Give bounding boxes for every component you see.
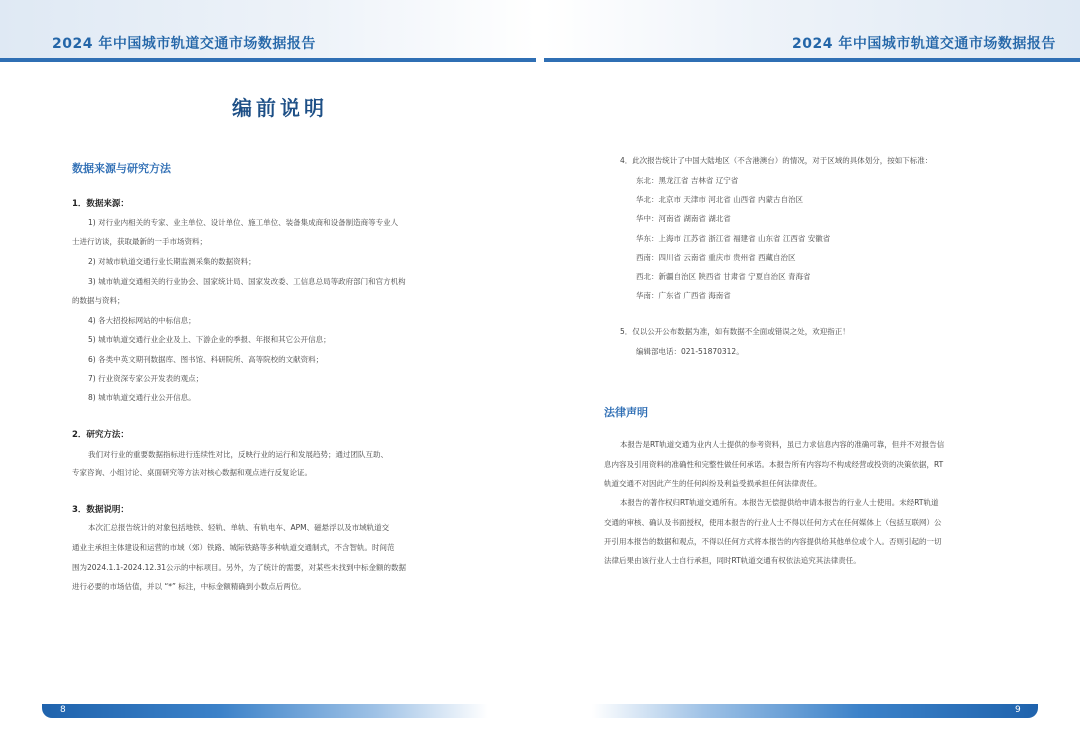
region-line: 华中：河南省 湖南省 湖北省	[636, 214, 731, 223]
text-line: 2) 对城市轨道交通行业长期监测采集的数据资料；	[88, 257, 256, 266]
section-title-legal: 法律声明	[604, 406, 648, 419]
text-line: 4) 各大招投标网站的中标信息；	[88, 316, 196, 325]
text-line: 6) 各类中英文期刊数据库、图书馆、科研院所、高等院校的文献资料；	[88, 355, 324, 364]
text-line: 5．仅以公开公布数据为准，如有数据不全面或错误之处，欢迎指正！	[620, 327, 850, 336]
text-line: 交通的审核、确认及书面授权，使用本报告的行业人士不得以任何方式在任何媒体上（包括互联网）公	[604, 518, 942, 527]
subsection-title-data-notes: 3．数据说明：	[72, 505, 129, 515]
region-line: 西北：新疆自治区 陕西省 甘肃省 宁夏自治区 青海省	[636, 272, 811, 281]
page-number-right: 9	[1015, 705, 1021, 715]
text-line: 1) 对行业内相关的专家、业主单位、设计单位、施工单位、装备集成商和设备制造商等专业人	[88, 218, 399, 227]
subsection-title-data-sources: 1．数据来源：	[72, 199, 129, 209]
text-line: 围为2024.1.1-2024.12.31公示的中标项目。另外，为了统计的需要，对某些未找到中标金额的数据	[72, 563, 407, 572]
text-line: 通业主承担主体建设和运营的市域（郊）铁路、城际铁路等多种轨道交通制式，不含智轨。时间范	[72, 543, 395, 552]
region-line: 东北：黑龙江省 吉林省 辽宁省	[636, 176, 739, 185]
region-line: 华南：广东省 广西省 海南省	[636, 291, 731, 300]
page-number-left: 8	[60, 705, 66, 715]
text-line: 息内容及引用资料的准确性和完整性做任何承诺。本报告所有内容均不构成经营或投资的决策依据，RT	[604, 460, 944, 469]
text-line: 本报告是RT轨道交通为业内人士提供的参考资料，虽已力求信息内容的准确可靠，但并不对报告信	[620, 440, 945, 449]
region-line: 华东：上海市 江苏省 浙江省 福建省 山东省 江西省 安徽省	[636, 234, 831, 243]
text-line: 士进行访谈，获取最新的一手市场资料；	[72, 237, 207, 246]
text-line: 法律后果由该行业人士自行承担，同时RT轨道交通有权依法追究其法律责任。	[604, 556, 861, 565]
text-line: 4．此次报告统计了中国大陆地区（不含港澳台）的情况，对于区域的具体划分，按如下标准：	[620, 156, 933, 165]
footer-band-left	[42, 704, 488, 718]
subsection-title-methods: 2．研究方法：	[72, 430, 129, 440]
section-title-data-sources: 数据来源与研究方法	[72, 162, 171, 175]
header-title-left: 2024 年中国城市轨道交通市场数据报告	[52, 36, 316, 52]
text-line: 8) 城市轨道交通行业公开信息。	[88, 393, 196, 402]
page-title: 编前说明	[232, 96, 328, 120]
text-line: 本报告的著作权归RT轨道交通所有。本报告无偿提供给申请本报告的行业人士使用。未经RT轨道	[620, 498, 939, 507]
header-rule-right	[544, 58, 1080, 62]
text-line: 进行必要的市场估值，并以 “*” 标注，中标金额精确到小数点后两位。	[72, 582, 306, 591]
text-line: 轨道交通不对因此产生的任何纠纷及利益受损承担任何法律责任。	[604, 479, 822, 488]
text-line: 7) 行业资深专家公开发表的观点；	[88, 374, 204, 383]
region-line: 西南：四川省 云南省 重庆市 贵州省 西藏自治区	[636, 253, 796, 262]
header-title-right: 2024 年中国城市轨道交通市场数据报告	[792, 36, 1056, 52]
text-line: 我们对行业的重要数据指标进行连续性对比，反映行业的运行和发展趋势；通过团队互助、	[88, 450, 388, 459]
text-line: 本次汇总报告统计的对象包括地铁、轻轨、单轨、有轨电车、APM、磁悬浮以及市域轨道交	[88, 523, 390, 532]
text-line: 3) 城市轨道交通相关的行业协会、国家统计局、国家发改委、工信息总局等政府部门和官方机构	[88, 277, 406, 286]
text-line: 5) 城市轨道交通行业企业及上、下游企业的季报、年报和其它公开信息；	[88, 335, 331, 344]
header-rule-left	[0, 58, 536, 62]
text-line: 的数据与资料；	[72, 296, 125, 305]
text-line: 专家咨询、小组讨论、桌面研究等方法对核心数据和观点进行反复论证。	[72, 468, 312, 477]
footer-band-right	[592, 704, 1038, 718]
text-line: 编辑部电话：021-51870312。	[636, 347, 744, 356]
text-line: 开引用本报告的数据和观点，不得以任何方式将本报告的内容提供给其他单位或个人。否则引起的一切	[604, 537, 942, 546]
region-line: 华北：北京市 天津市 河北省 山西省 内蒙古自治区	[636, 195, 804, 204]
